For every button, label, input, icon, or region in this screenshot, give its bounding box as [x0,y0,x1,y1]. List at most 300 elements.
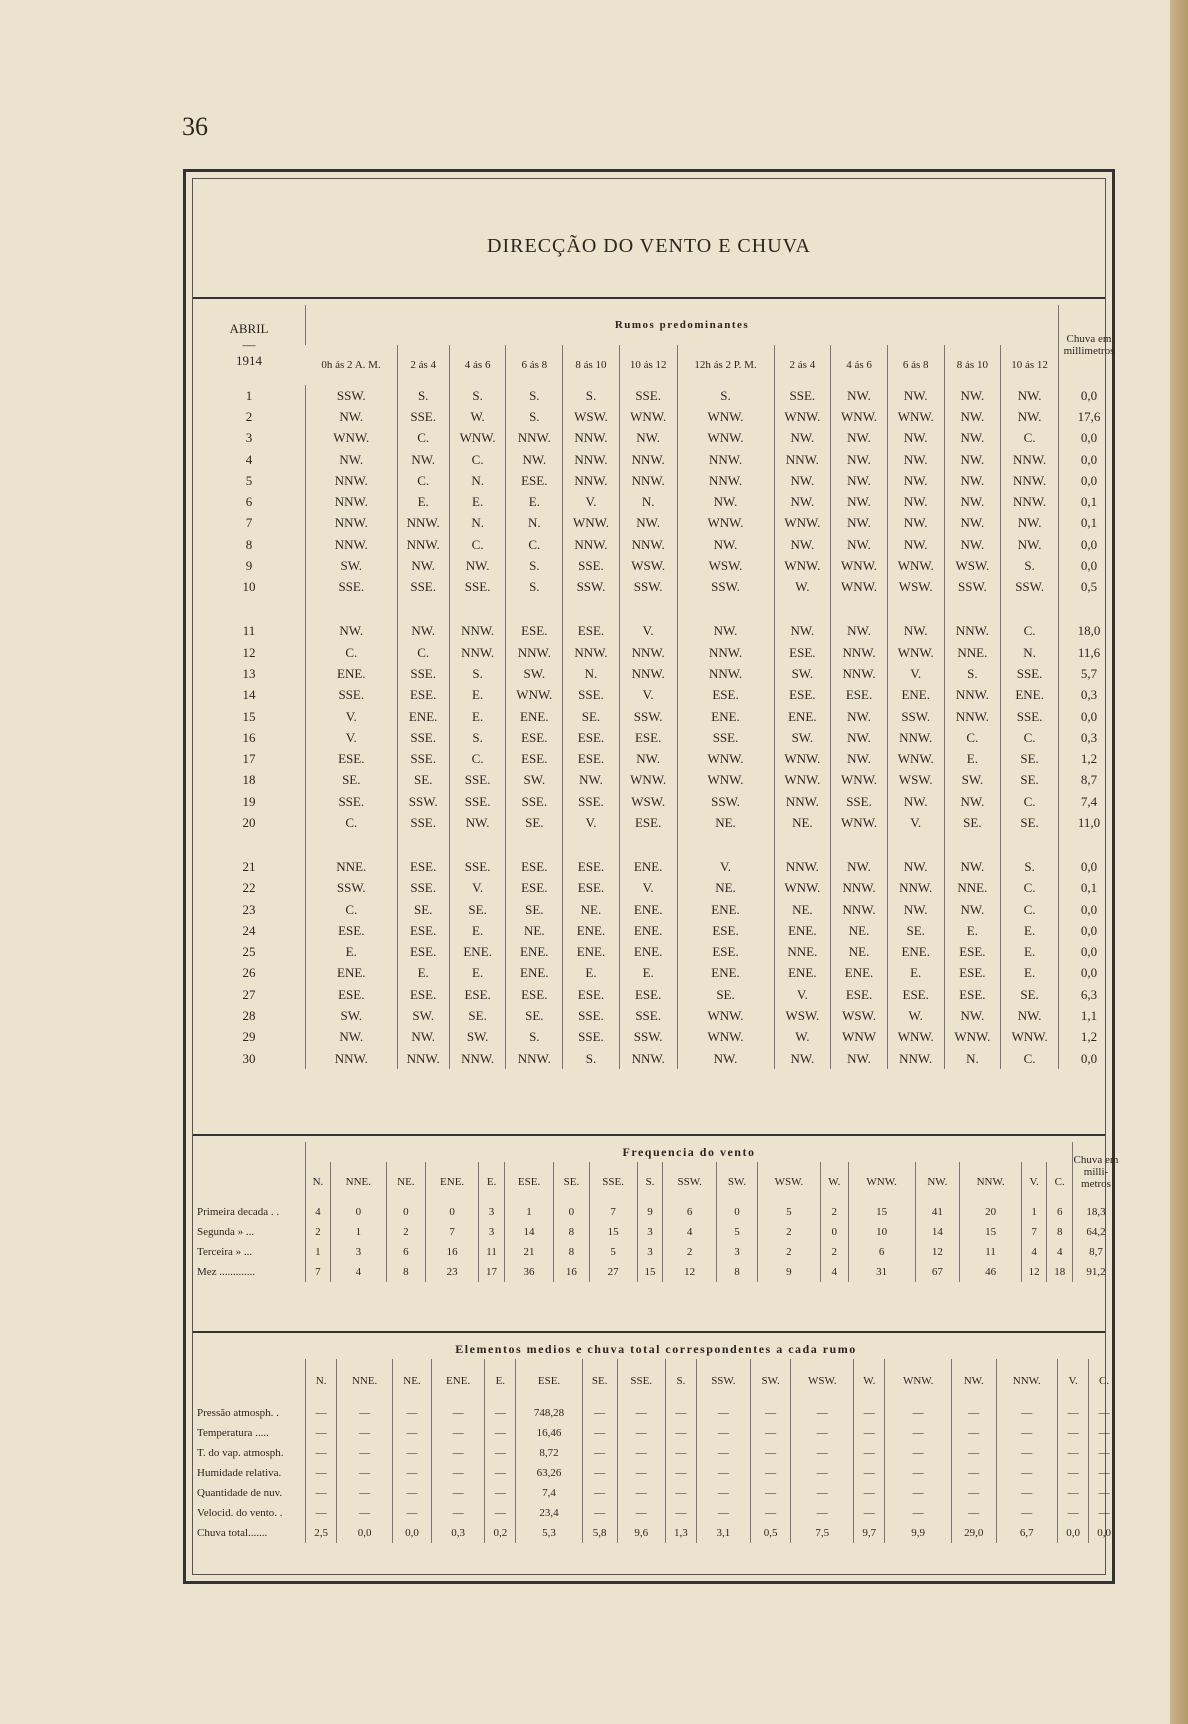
wind-direction-cell: SSE. [619,385,677,406]
wind-direction-cell: W. [774,1027,831,1048]
rain-value: 0,0 [1059,534,1120,555]
wind-direction-cell: N. [563,663,620,684]
wind-direction-cell: NNW. [563,428,620,449]
wind-direction-cell: ESE. [449,984,506,1005]
direction-header: NE. [393,1359,432,1403]
elem-header: Elementos medios e chuva total correspondentes a cada rumo [455,1341,857,1356]
wind-direction-cell: N. [449,470,506,491]
day-row [193,598,1119,642]
day-number: 4 [245,451,253,467]
wind-direction-cell: NW. [397,598,449,642]
rain-value: 0,3 [1059,727,1120,748]
day-number: 16 [242,729,256,745]
wind-direction-cell: NE. [831,942,888,963]
wind-direction-cell: NW. [306,1027,398,1048]
wind-direction-cell: NW. [831,470,888,491]
row-label: Segunda » ... [197,1226,255,1238]
wind-direction-cell: NNW. [619,534,677,555]
elem-value: 0,2 [485,1523,516,1543]
freq-value: 14 [915,1222,960,1242]
wind-direction-cell: SSE. [619,1005,677,1026]
hour-header: 12h ás 2 P. M. [677,345,774,385]
elem-value: — [951,1483,996,1503]
elem-value: — [791,1403,854,1423]
wind-direction-cell: SE. [397,899,449,920]
wind-direction-cell: NW. [944,1005,1001,1026]
freq-value: 4 [330,1262,386,1282]
wind-direction-cell: WSW. [887,577,944,598]
day-number: 21 [242,858,256,874]
row-label: Velocid. do vento. . [197,1507,283,1519]
wind-direction-cell: NW. [1001,385,1059,406]
rain-value: 0,0 [1059,899,1120,920]
wind-direction-cell: WSW. [619,555,677,576]
elem-value: — [750,1463,791,1483]
wind-direction-cell: ESE. [774,642,831,663]
wind-direction-cell: ENE. [506,942,563,963]
wind-direction-cell: SE. [449,899,506,920]
wind-direction-cell: SW. [774,727,831,748]
day-number: 20 [242,814,256,830]
rumos-header: Rumos predominantes [306,305,1059,345]
wind-direction-cell: C. [449,748,506,769]
elem-value: — [854,1423,885,1443]
freq-value: 8 [717,1262,758,1282]
wind-direction-cell: V. [774,984,831,1005]
wind-direction-cell: WNW. [944,1027,1001,1048]
elem-value: — [485,1403,516,1423]
wind-direction-cell: NW. [677,598,774,642]
wind-direction-cell: NNW. [306,491,398,512]
freq-value: 7 [589,1202,637,1222]
wind-direction-cell: NW. [831,834,888,878]
wind-direction-cell: NW. [887,834,944,878]
wind-direction-cell: SW. [449,1027,506,1048]
wind-direction-cell: SE. [1001,770,1059,791]
wind-direction-cell: NNW. [506,428,563,449]
freq-row [193,1262,1119,1282]
elem-value: — [582,1463,617,1483]
elem-row [193,1463,1119,1483]
freq-value: 5 [589,1242,637,1262]
elem-value: 5,8 [582,1523,617,1543]
elem-value: 0,5 [750,1523,791,1543]
wind-direction-cell: ESE. [563,984,620,1005]
day-row [193,791,1119,812]
freq-value: 46 [960,1262,1022,1282]
frequency-table [193,1142,1119,1282]
wind-direction-cell: NW. [449,555,506,576]
row-label: Mez ............. [197,1266,256,1278]
wind-direction-cell: ESE. [563,834,620,878]
direction-header: S. [665,1359,696,1403]
elem-value: — [951,1423,996,1443]
elem-value: 5,3 [516,1523,582,1543]
freq-value: 1 [1021,1202,1046,1222]
freq-value: 20 [960,1202,1022,1222]
wind-direction-cell: ESE. [831,984,888,1005]
year-label: 1914 [236,353,262,368]
wind-direction-cell: NW. [944,428,1001,449]
elem-value: — [1089,1403,1119,1423]
day-number: 12 [242,644,256,660]
day-row [193,812,1119,833]
wind-direction-cell: V. [306,706,398,727]
wind-direction-cell: NNW. [563,449,620,470]
table-frame [183,169,1119,1584]
wind-direction-cell: C. [1001,878,1059,899]
elem-row [193,1423,1119,1443]
wind-direction-cell: NNW. [831,899,888,920]
wind-direction-cell: E. [887,963,944,984]
wind-direction-cell: WNW. [563,513,620,534]
wind-direction-cell: ESE. [506,598,563,642]
wind-direction-cell: WNW. [774,878,831,899]
wind-direction-cell: E. [619,963,677,984]
wind-direction-cell: ESE. [677,920,774,941]
wind-direction-cell: C. [306,812,398,833]
wind-direction-cell: NNW. [774,449,831,470]
freq-value: 2 [820,1202,848,1222]
elem-value: — [750,1403,791,1423]
wind-direction-cell: NW. [944,791,1001,812]
elem-value: — [1089,1423,1119,1443]
wind-direction-cell: SE. [397,770,449,791]
rain-value: 18,0 [1059,598,1120,642]
wind-direction-cell: SE. [677,984,774,1005]
wind-direction-cell: NNW. [563,642,620,663]
elem-value: — [1089,1443,1119,1463]
elem-value: 748,28 [516,1403,582,1423]
wind-direction-cell: WSW. [563,406,620,427]
wind-direction-cell: SSE. [449,577,506,598]
wind-direction-cell: NW. [887,491,944,512]
wind-direction-cell: NNW. [1001,470,1059,491]
row-label: Temperatura ..... [197,1427,269,1439]
wind-direction-cell: S. [449,663,506,684]
wind-direction-cell: WNW. [677,513,774,534]
elem-value: 2,5 [306,1523,337,1543]
freq-value: 11 [960,1242,1022,1262]
wind-direction-cell: SSE. [306,577,398,598]
elem-value: — [485,1503,516,1523]
elem-value: — [337,1403,393,1423]
wind-direction-cell: C. [1001,791,1059,812]
wind-direction-cell: C. [1001,428,1059,449]
freq-value: 2 [386,1222,425,1242]
rain-value: 0,0 [1059,428,1120,449]
wind-direction-cell: WSW. [831,1005,888,1026]
freq-value: 18,3 [1073,1202,1120,1222]
elem-value: — [697,1423,751,1443]
elem-value: 0,0 [1057,1523,1088,1543]
freq-value: 3 [637,1222,662,1242]
wind-direction-cell: SSE. [506,791,563,812]
day-row [193,642,1119,663]
wind-direction-cell: ESE. [677,685,774,706]
elem-value: — [996,1463,1057,1483]
wind-direction-cell: NNW. [887,878,944,899]
wind-direction-cell: ENE. [563,942,620,963]
wind-direction-cell: S. [506,1027,563,1048]
wind-direction-cell: SW. [944,770,1001,791]
elem-value: 23,4 [516,1503,582,1523]
wind-direction-cell: NW. [887,899,944,920]
wind-direction-cell: SSE. [397,577,449,598]
wind-direction-cell: NW. [887,791,944,812]
hour-header: 10 ás 12 [1001,345,1059,385]
wind-direction-cell: ESE. [619,984,677,1005]
wind-direction-cell: S. [1001,555,1059,576]
wind-direction-cell: NW. [677,491,774,512]
wind-direction-cell: ESE. [619,727,677,748]
direction-header: NW. [951,1359,996,1403]
book-spine [1170,0,1188,1724]
elem-value: — [885,1403,952,1423]
freq-value: 3 [479,1202,504,1222]
wind-direction-cell: WNW. [774,555,831,576]
wind-direction-cell: WNW. [677,748,774,769]
direction-header: S. [637,1162,662,1202]
day-number: 17 [242,751,256,767]
row-label: Pressão atmosph. . [197,1407,279,1419]
rain-value: 0,5 [1059,577,1120,598]
freq-value: 4 [820,1262,848,1282]
elem-value: — [697,1463,751,1483]
wind-direction-cell: NNW. [506,642,563,663]
rain-value: 0,0 [1059,470,1120,491]
freq-value: 6 [848,1242,915,1262]
freq-value: 3 [330,1242,386,1262]
wind-direction-cell: WNW. [887,1027,944,1048]
wind-direction-cell: ESE. [306,748,398,769]
wind-direction-cell: NW. [774,428,831,449]
row-label: Terceira » ... [197,1246,253,1258]
day-row [193,1048,1119,1069]
elem-value: — [393,1483,432,1503]
direction-header: SSW. [697,1359,751,1403]
freq-value: 12 [915,1242,960,1262]
wind-direction-cell: NW. [831,385,888,406]
elem-value: — [617,1463,665,1483]
freq-value: 9 [637,1202,662,1222]
wind-direction-cell: SSE. [677,727,774,748]
table-title: DIRECÇÃO DO VENTO E CHUVA [487,235,811,257]
elem-value: — [393,1503,432,1523]
hour-header: 6 ás 8 [887,345,944,385]
elem-value: — [665,1483,696,1503]
day-number: 7 [245,515,253,531]
elem-row [193,1523,1119,1543]
wind-direction-cell: NNW. [944,685,1001,706]
wind-direction-cell: V. [887,812,944,833]
wind-direction-cell: SSE. [397,812,449,833]
wind-direction-cell: W. [887,1005,944,1026]
wind-direction-cell: ESE. [306,984,398,1005]
freq-value: 1 [330,1222,386,1242]
freq-value: 8 [554,1242,589,1262]
elem-value: — [885,1423,952,1443]
wind-direction-cell: ESE. [563,878,620,899]
freq-row [193,1222,1119,1242]
wind-direction-cell: NNW. [831,642,888,663]
elem-value: — [1057,1503,1088,1523]
wind-direction-cell: NNW. [774,834,831,878]
elem-value: — [791,1443,854,1463]
direction-header: W. [820,1162,848,1202]
wind-direction-cell: ESE. [677,942,774,963]
wind-direction-cell: S. [563,1048,620,1069]
rain-value: 0,1 [1059,878,1120,899]
hour-header: 4 ás 6 [831,345,888,385]
wind-direction-cell: SSW. [1001,577,1059,598]
freq-value: 67 [915,1262,960,1282]
freq-value: 0 [425,1202,478,1222]
freq-value: 15 [960,1222,1022,1242]
freq-value: 2 [306,1222,331,1242]
freq-value: 16 [425,1242,478,1262]
day-number: 8 [245,536,253,552]
wind-direction-cell: NW. [887,385,944,406]
wind-direction-cell: ENE. [506,963,563,984]
elem-value: 0,3 [432,1523,485,1543]
elem-value: — [885,1443,952,1463]
freq-value: 15 [848,1202,915,1222]
day-number: 24 [242,922,256,938]
freq-value: 0 [554,1202,589,1222]
freq-value: 36 [504,1262,554,1282]
wind-direction-cell: NW. [944,513,1001,534]
freq-value: 31 [848,1262,915,1282]
wind-direction-cell: NW. [831,598,888,642]
wind-direction-cell: NW. [831,748,888,769]
freq-value: 23 [425,1262,478,1282]
elem-value: 0,0 [1089,1523,1119,1543]
direction-header: NW. [915,1162,960,1202]
wind-direction-cell: SSE. [563,1005,620,1026]
elem-value: — [854,1503,885,1523]
elem-value: — [951,1443,996,1463]
elem-row [193,1403,1119,1423]
wind-direction-cell: NW. [306,406,398,427]
wind-direction-cell: ENE. [449,942,506,963]
table-inner [192,178,1119,1575]
wind-direction-cell: WNW. [831,555,888,576]
wind-direction-cell: E. [944,920,1001,941]
freq-value: 4 [1047,1242,1073,1262]
freq-value: 6 [663,1202,717,1222]
wind-direction-cell: NW. [944,385,1001,406]
wind-direction-cell: NE. [563,899,620,920]
wind-direction-cell: WNW. [677,1005,774,1026]
rain-value: 0,0 [1059,555,1120,576]
wind-direction-cell: NW. [831,491,888,512]
elem-value: — [697,1403,751,1423]
wind-direction-cell: C. [1001,727,1059,748]
wind-direction-cell: V. [563,812,620,833]
elem-value: 7,5 [791,1523,854,1543]
elem-value: — [485,1483,516,1503]
wind-direction-cell: NE. [677,812,774,833]
day-row [193,963,1119,984]
day-number: 1 [245,387,253,403]
elem-value: — [750,1423,791,1443]
hour-header: 6 ás 8 [506,345,563,385]
direction-header: WSW. [791,1359,854,1403]
elem-value: — [1057,1403,1088,1423]
elem-value: — [951,1403,996,1423]
wind-direction-cell: E. [397,491,449,512]
wind-direction-cell: SSE. [397,878,449,899]
wind-direction-cell: NNW. [887,1048,944,1069]
elem-value: — [697,1483,751,1503]
freq-rain-header: Chuva em milli-metros [1073,1142,1120,1202]
freq-value: 7 [425,1222,478,1242]
wind-direction-cell: ENE. [306,663,398,684]
wind-direction-cell: ESE. [831,685,888,706]
wind-direction-cell: SSE. [563,555,620,576]
freq-value: 2 [820,1242,848,1262]
direction-header: SSE. [617,1359,665,1403]
day-number: 13 [242,665,256,681]
direction-header: SSW. [663,1162,717,1202]
elem-row [193,1483,1119,1503]
wind-direction-cell: NE. [831,920,888,941]
freq-value: 2 [663,1242,717,1262]
wind-direction-cell: WNW. [506,685,563,706]
wind-direction-cell: ESE. [506,834,563,878]
elem-value: — [617,1443,665,1463]
wind-direction-table [193,305,1119,1069]
wind-direction-cell: E. [397,963,449,984]
direction-header: V. [1057,1359,1088,1403]
wind-direction-cell: ESE. [397,685,449,706]
wind-direction-cell: WNW. [831,577,888,598]
wind-direction-cell: SE. [1001,748,1059,769]
wind-direction-cell: NW. [774,534,831,555]
day-number: 14 [242,687,256,703]
wind-direction-cell: E. [449,685,506,706]
wind-direction-cell: NW. [563,770,620,791]
day-number: 2 [245,408,253,424]
elem-value: — [337,1463,393,1483]
wind-direction-cell: N. [1001,642,1059,663]
wind-direction-cell: NW. [506,449,563,470]
wind-direction-cell: WNW [831,1027,888,1048]
wind-direction-cell: SSE. [397,406,449,427]
wind-direction-cell: SSW. [306,385,398,406]
wind-direction-cell: NE. [774,812,831,833]
wind-direction-cell: NNW. [677,642,774,663]
direction-header: C. [1089,1359,1119,1403]
wind-direction-cell: NNW. [563,470,620,491]
freq-value: 15 [589,1222,637,1242]
freq-value: 18 [1047,1262,1073,1282]
elem-value: — [951,1503,996,1523]
day-row [193,577,1119,598]
wind-direction-cell: V. [887,663,944,684]
direction-header: N. [306,1162,331,1202]
freq-value: 0 [386,1202,425,1222]
wind-direction-cell: NNW. [677,470,774,491]
wind-direction-cell: W. [774,577,831,598]
wind-direction-cell: SE. [449,1005,506,1026]
wind-direction-cell: SE. [506,812,563,833]
day-row [193,449,1119,470]
wind-direction-cell: SSE. [306,791,398,812]
wind-direction-cell: NW. [1001,534,1059,555]
freq-value: 3 [479,1222,504,1242]
